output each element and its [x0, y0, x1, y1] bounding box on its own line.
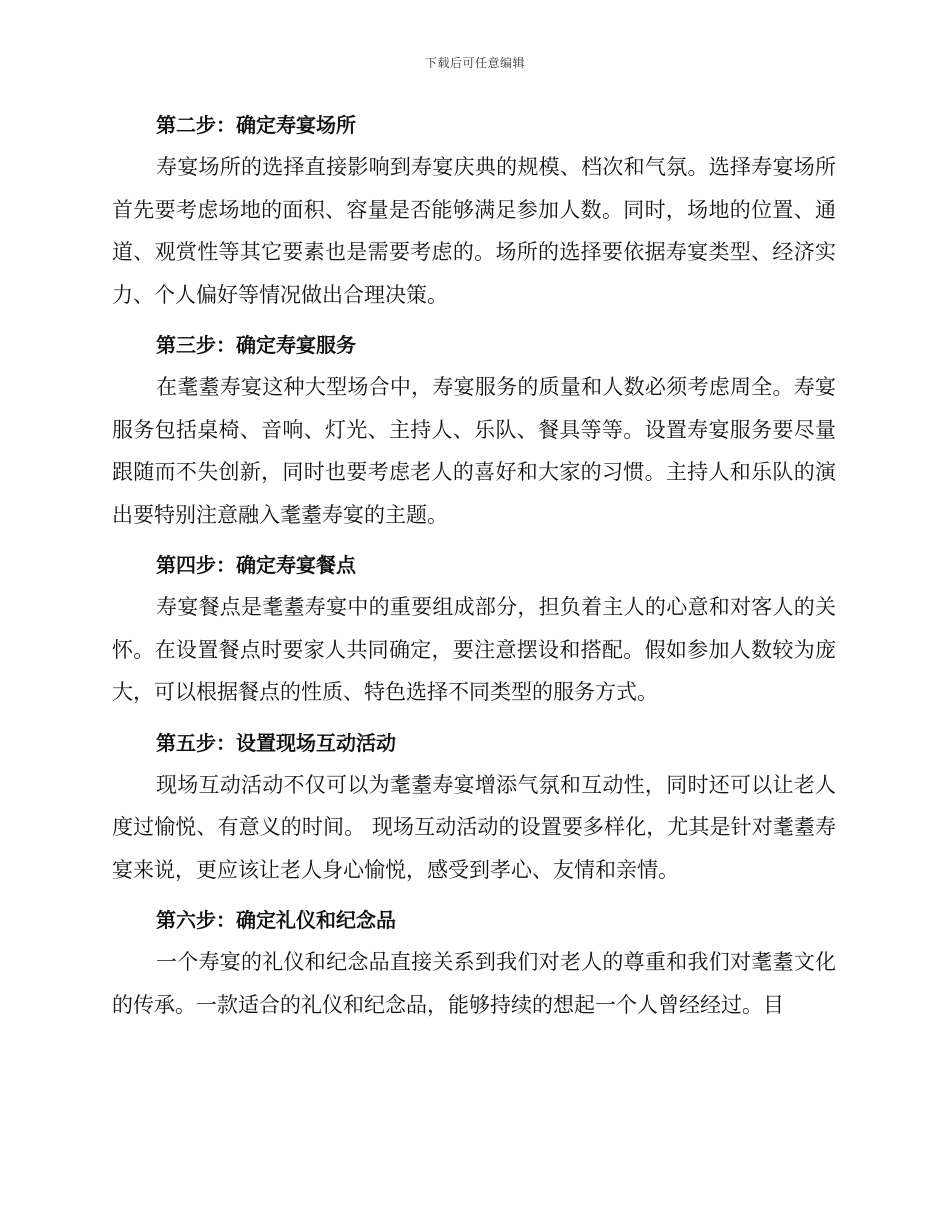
section-heading: 第五步：设置现场互动活动	[156, 730, 396, 755]
section-step-4	[112, 550, 836, 714]
document-body	[112, 110, 836, 1040]
section-paragraph: 一个寿宴的礼仪和纪念品直接关系到我们对老人的尊重和我们对耄耋文化的传承。一款适合的礼仪和纪念品，能够持续的想起一个人曾经经过。目	[112, 950, 836, 1017]
section-heading: 第四步：确定寿宴餐点	[156, 553, 356, 577]
section-step-3	[112, 330, 836, 536]
section-heading: 第三步：确定寿宴服务	[156, 333, 356, 357]
section-step-6	[112, 905, 836, 1026]
section-heading: 第六步：确定礼仪和纪念品	[156, 908, 396, 932]
page-header-note: 下载后可任意编辑	[424, 56, 525, 70]
section-paragraph: 在耄耋寿宴这种大型场合中，寿宴服务的质量和人数必须考虑周全。寿宴服务包括桌椅、音响、灯光、主持人、乐队、餐具等等。设置寿宴服务要尽量跟随而不失创新，同时也要考虑老人的喜好和大家的习惯。主持人和乐队的演出要特别注意融入耄耋寿宴的主题。	[112, 375, 836, 527]
section-paragraph: 寿宴场所的选择直接影响到寿宴庆典的规模、档次和气氛。选择寿宴场所首先要考虑场地的面积、容量是否能够满足参加人数。同时，场地的位置、通道、观赏性等其它要素也是需要考虑的。场所的选择要依据寿宴类型、经济实力、个人偏好等情况做出合理决策。	[112, 155, 836, 307]
section-paragraph: 寿宴餐点是耄耋寿宴中的重要组成部分，担负着主人的心意和对客人的关怀。在设置餐点时要家人共同确定，要注意摆设和搭配。假如参加人数较为庞大，可以根据餐点的性质、特色选择不同类型的服务方式。	[112, 595, 836, 704]
section-step-2	[112, 110, 836, 316]
section-heading: 第二步：确定寿宴场所	[156, 113, 356, 137]
section-paragraph: 现场互动活动不仅可以为耄耋寿宴增添气氛和互动性，同时还可以让老人度过愉悦、有意义的时间。 现场互动活动的设置要多样化，尤其是针对耄耋寿宴来说，更应该让老人身心愉悦，感受到孝心、友情和亲情。	[112, 772, 836, 882]
section-step-5	[112, 728, 836, 892]
